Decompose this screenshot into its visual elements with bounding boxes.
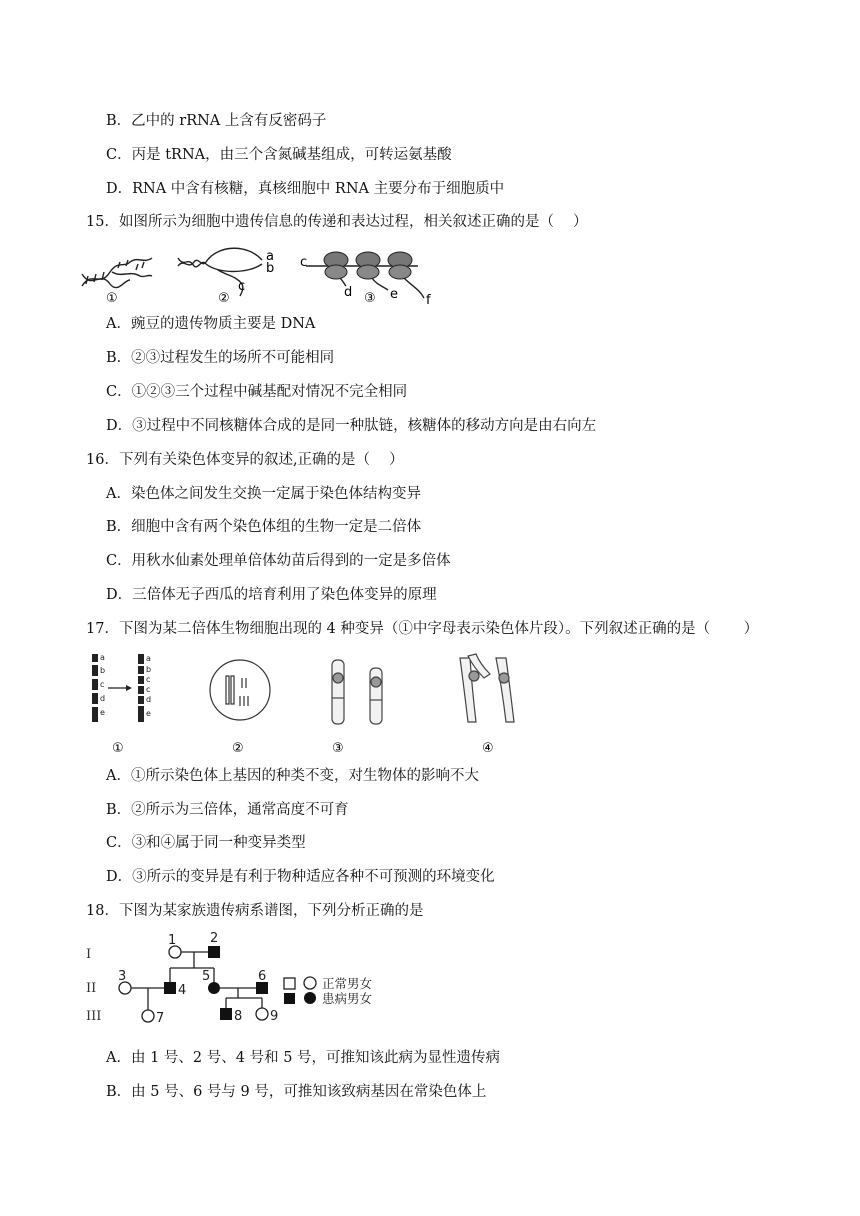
- transcription-diagram: [178, 248, 262, 296]
- q14-option-c: C．丙是 tRNA，由三个含氮碱基组成，可转运氨基酸: [106, 147, 452, 163]
- q16-option-a: A．染色体之间发生交换一定属于染色体结构变异: [106, 486, 421, 502]
- label-a: a: [266, 249, 274, 264]
- q17-label-2: ②: [232, 741, 244, 756]
- seg-e-left: e: [100, 708, 105, 717]
- figure-label-3: ③: [364, 291, 376, 306]
- individual-4-affected-male: [164, 982, 176, 994]
- q15-figure: [78, 240, 448, 306]
- seg-e-right: e: [146, 709, 151, 718]
- q14-option-d: D．RNA 中含有核糖，真核细胞中 RNA 主要分布于细胞质中: [106, 181, 505, 197]
- chromosome-crossover-diagram: [460, 654, 514, 722]
- seg-b-right: b: [146, 665, 152, 674]
- q16-option-d: D．三倍体无子西瓜的培育利用了染色体变异的原理: [106, 587, 437, 603]
- q16-option-b: B．细胞中含有两个染色体组的生物一定是二倍体: [106, 519, 422, 535]
- q17-label-1: ①: [112, 741, 124, 756]
- label-3: 3: [118, 969, 127, 984]
- legend-normal-female-icon: [304, 977, 316, 989]
- label-2: 2: [210, 931, 219, 946]
- generation-I: I: [86, 947, 92, 962]
- q17-option-d: D．③所示的变异是有利于物种适应各种不可预测的环境变化: [106, 869, 495, 885]
- label-d: d: [344, 285, 353, 300]
- q17-figure: [82, 648, 532, 760]
- q17-label-3: ③: [332, 741, 344, 756]
- figure-label-1: ①: [106, 291, 118, 306]
- q15-option-a: A．豌豆的遗传物质主要是 DNA: [106, 316, 316, 332]
- label-5: 5: [202, 969, 211, 984]
- generation-III: III: [86, 1009, 102, 1024]
- legend-affected-female-icon: [304, 992, 316, 1004]
- seg-c-left: c: [100, 680, 105, 689]
- label-7: 7: [156, 1011, 165, 1026]
- q17-option-b: B．②所示为三倍体，通常高度不可育: [106, 802, 349, 818]
- label-b: b: [266, 261, 275, 276]
- label-9: 9: [270, 1009, 279, 1024]
- q17-label-4: ④: [482, 741, 494, 756]
- q18-option-b: B．由 5 号、6 号与 9 号，可推知该致病基因在常染色体上: [106, 1084, 487, 1100]
- label-e: e: [390, 287, 398, 302]
- individual-7-normal-female: [142, 1010, 154, 1022]
- q16-stem: 16．下列有关染色体变异的叙述,正确的是（ ）: [86, 452, 404, 468]
- label-f: f: [426, 293, 431, 306]
- individual-9-normal-female: [256, 1008, 268, 1020]
- legend-normal-male-icon: [284, 978, 295, 989]
- legend-normal-text: 正常男女: [322, 976, 373, 991]
- q15-option-d: D．③过程中不同核糖体合成的是同一种肽链，核糖体的移动方向是由右向左: [106, 418, 597, 434]
- q18-pedigree: [80, 930, 410, 1030]
- legend-affected-text: 患病男女: [322, 991, 373, 1006]
- legend-affected-male-icon: [284, 993, 295, 1004]
- q15-option-c: C．①②③三个过程中碱基配对情况不完全相同: [106, 384, 408, 400]
- q15-stem: 15．如图所示为细胞中遗传信息的传递和表达过程，相关叙述正确的是（ ）: [86, 214, 588, 230]
- q17-option-c: C．③和④属于同一种变异类型: [106, 835, 306, 851]
- label-6: 6: [258, 969, 267, 984]
- individual-8-affected-male: [220, 1008, 232, 1020]
- q17-stem: 17．下图为某二倍体生物细胞出现的 4 种变异（①中字母表示染色体片段）。下列叙述正确的是（ ）: [86, 621, 759, 637]
- label-1: 1: [168, 933, 177, 948]
- label-c-mrna: c: [300, 255, 308, 270]
- seg-c1-right: c: [146, 675, 151, 684]
- q16-option-c: C．用秋水仙素处理单倍体幼苗后得到的一定是多倍体: [106, 553, 451, 569]
- seg-d-right: d: [146, 695, 152, 704]
- q14-option-b: B．乙中的 rRNA 上含有反密码子: [106, 113, 327, 129]
- seg-a-right: a: [146, 654, 151, 663]
- q17-option-a: A．①所示染色体上基因的种类不变，对生物体的影响不大: [106, 768, 479, 784]
- q15-option-b: B．②③过程发生的场所不可能相同: [106, 350, 335, 366]
- replication-diagram: [82, 258, 152, 288]
- seg-d-left: d: [100, 694, 106, 703]
- q18-stem: 18．下图为某家族遗传病系谱图，下列分析正确的是: [86, 903, 424, 919]
- label-c: c: [238, 279, 246, 294]
- cell-trisomy-diagram: [210, 660, 270, 720]
- label-4: 4: [178, 983, 187, 998]
- chromosome-translocation-diagram: [332, 660, 382, 724]
- generation-II: II: [86, 981, 97, 996]
- q18-option-a: A．由 1 号、2 号、4 号和 5 号，可推知该此病为显性遗传病: [106, 1050, 501, 1066]
- seg-b-left: b: [100, 666, 106, 675]
- seg-c2-right: c: [146, 685, 151, 694]
- seg-a-left: a: [100, 653, 105, 662]
- individual-2-affected-male: [208, 946, 220, 958]
- figure-label-2: ②: [218, 291, 230, 306]
- label-8: 8: [234, 1009, 243, 1024]
